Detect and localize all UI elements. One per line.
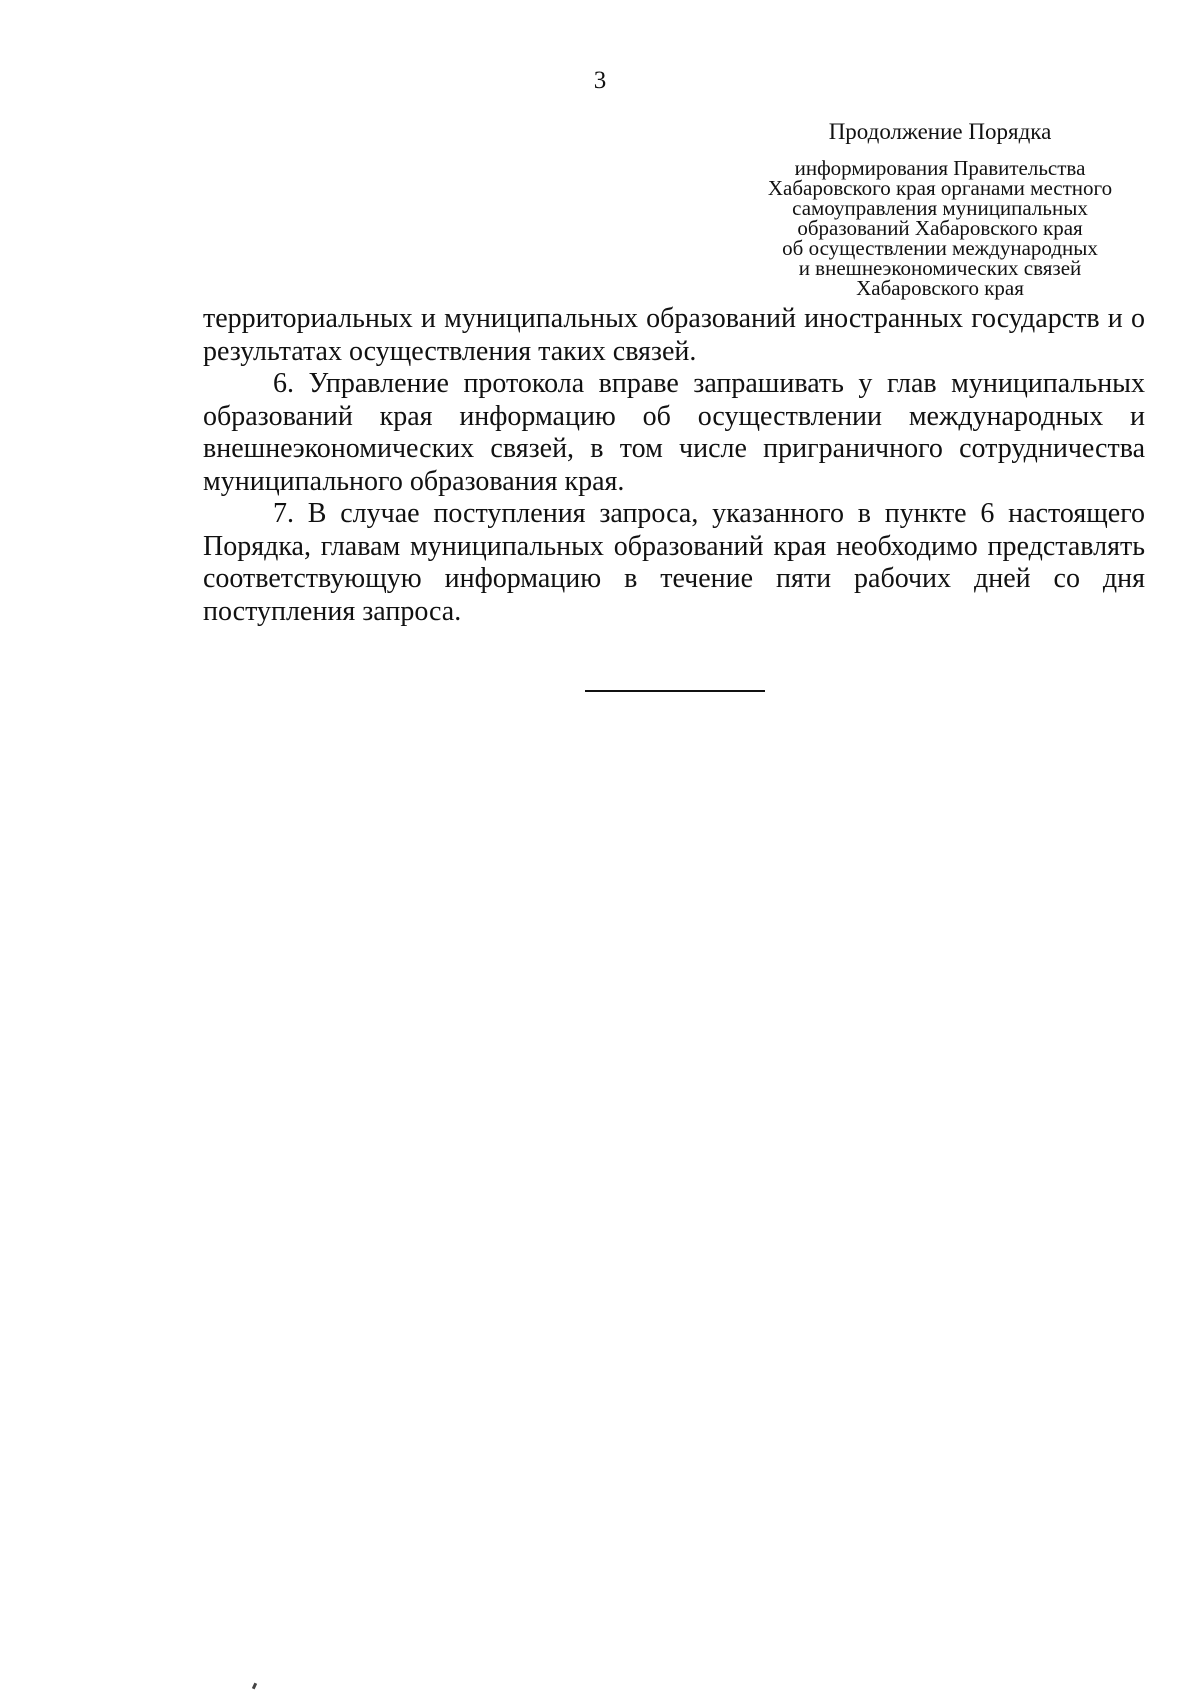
heading-line: Хабаровского края органами местного: [767, 176, 1113, 200]
document-heading: [740, 118, 1140, 298]
heading-title: Продолжение Порядка: [828, 119, 1052, 144]
paragraph-item-7: 7. В случае поступления запроса, указанного в пункте 6 настоящего Порядка, главам муниципальных образований края необходимо представлять соответствующую информацию в течение пяти рабочих дней со дня поступления запроса.: [203, 498, 1145, 627]
heading-line: Хабаровского края: [856, 276, 1024, 300]
heading-line: и внешнеэкономических связей: [798, 256, 1082, 280]
document-body: [203, 303, 1145, 628]
paragraph-item-6: 6. Управление протокола вправе запрашивать у глав муниципальных образований края информацию об осуществлении международных и внешнеэкономических связей, в том числе приграничного сотрудничества муниципального образования края.: [203, 368, 1145, 497]
stray-mark: [252, 1683, 257, 1690]
page-number: 3: [593, 67, 607, 94]
paragraph-continuation: территориальных и муниципальных образований иностранных государств и о результатах осуществления таких связей.: [203, 303, 1145, 367]
heading-line: об осуществлении международных: [782, 236, 1098, 260]
heading-line: образований Хабаровского края: [797, 216, 1083, 240]
end-rule: [585, 690, 765, 692]
heading-line: самоуправления муниципальных: [792, 196, 1088, 220]
heading-line: информирования Правительства: [794, 156, 1086, 180]
